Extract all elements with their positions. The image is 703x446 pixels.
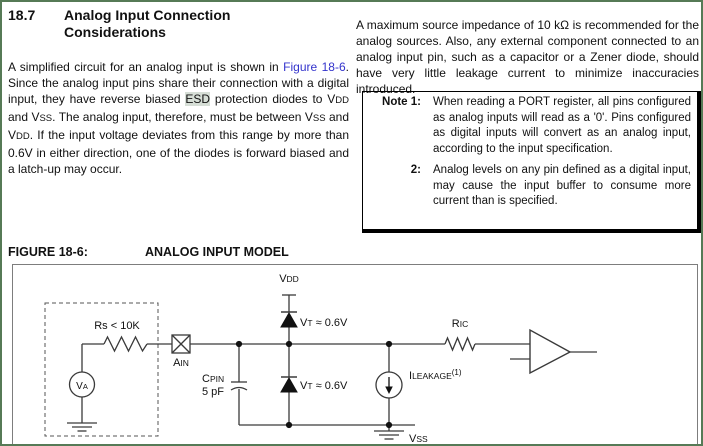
ground-symbol-va [67, 423, 97, 431]
diode-vss [281, 377, 348, 392]
text-segment: A simplified circuit for an analog input is shown in [8, 60, 284, 74]
section-heading [8, 7, 230, 41]
section-title [64, 7, 230, 41]
text-segment: DD [16, 131, 30, 142]
figure-box [12, 264, 698, 446]
figure-caption-label: FIGURE 18-6: [8, 245, 88, 259]
section-title-line1: Analog Input Connection [64, 7, 231, 23]
figure-caption-title: ANALOG INPUT MODEL [145, 245, 289, 259]
text-segment: When reading a PORT register, all pins configured as analog inputs will read as a '0'. Pins configured as digital inputs will convert as an analog input, according to the input specification. [433, 96, 691, 155]
label-ric: RIC [451, 318, 469, 330]
current-source-ileakage [376, 368, 462, 398]
pin-ain [172, 335, 190, 369]
label-rs: Rs < 10K [94, 320, 140, 332]
label-vt-bottom: VT ≈ 0.6V [300, 380, 348, 392]
voltage-source-va [70, 372, 95, 397]
wires [82, 295, 597, 431]
note-text-2 [433, 163, 691, 210]
note-item-1 [363, 95, 697, 157]
buffer-amplifier [530, 330, 570, 373]
label-cpin: CPIN [202, 373, 225, 385]
resistor-rs [94, 320, 147, 351]
note-box [362, 91, 701, 233]
text-segment: DD [335, 95, 349, 106]
text-segment: and V [8, 110, 40, 124]
note-item-2 [363, 163, 697, 210]
text-segment: Analog levels on any pin defined as a digital input, may cause the input buffer to consume more current than is specified. [433, 164, 691, 207]
label-vdd: VDD [279, 273, 299, 285]
note-label-2: 2: [410, 164, 421, 176]
text-segment: . The analog input, therefore, must be between V [52, 110, 313, 124]
label-va: VA [76, 381, 88, 392]
text-segment: and V [8, 110, 350, 142]
section-number: 18.7 [8, 7, 36, 23]
figure-reference-link[interactable]: Figure 18-6 [283, 60, 346, 74]
capacitor-cpin [202, 373, 247, 398]
resistor-ric [445, 318, 475, 350]
label-vt-top: VT ≈ 0.6V [300, 317, 348, 329]
section-title-line2: Considerations [64, 24, 166, 40]
label-ain: AIN [173, 357, 189, 369]
text-segment: SS [312, 113, 326, 124]
analog-input-circuit [13, 265, 697, 446]
label-ileakage: ILEAKAGE$^{(1)}$ [409, 368, 462, 382]
text-segment: . Since the analog input pins share their connection with a digital input, they have reverse biased [8, 60, 349, 106]
note-label-1: Note 1: [382, 96, 421, 108]
note-text-1 [433, 95, 691, 157]
text-segment: protection diodes to V [210, 92, 336, 106]
label-cpin-value: 5 pF [202, 386, 225, 398]
text-segment: . If the input voltage deviates from this range by more than 0.6V in either direction, one of the diodes is forward biased and a latch-up may occur. [8, 128, 349, 176]
label-vss: VSS [409, 433, 428, 445]
highlighted-text: ESD [185, 92, 211, 106]
figure-caption [8, 245, 289, 259]
text-segment: SS [39, 113, 53, 124]
right-column-paragraph [356, 17, 699, 97]
text-segment: A maximum source impedance of 10 kΩ is recommended for the analog sources. Also, any external component connected to an analog input pin, such as a capacitor or a Zener diode, should have very little leakage current to minimize inaccuracies introduced. [356, 18, 699, 96]
ground-symbol-vss [374, 431, 428, 445]
left-column-paragraph [8, 59, 349, 177]
